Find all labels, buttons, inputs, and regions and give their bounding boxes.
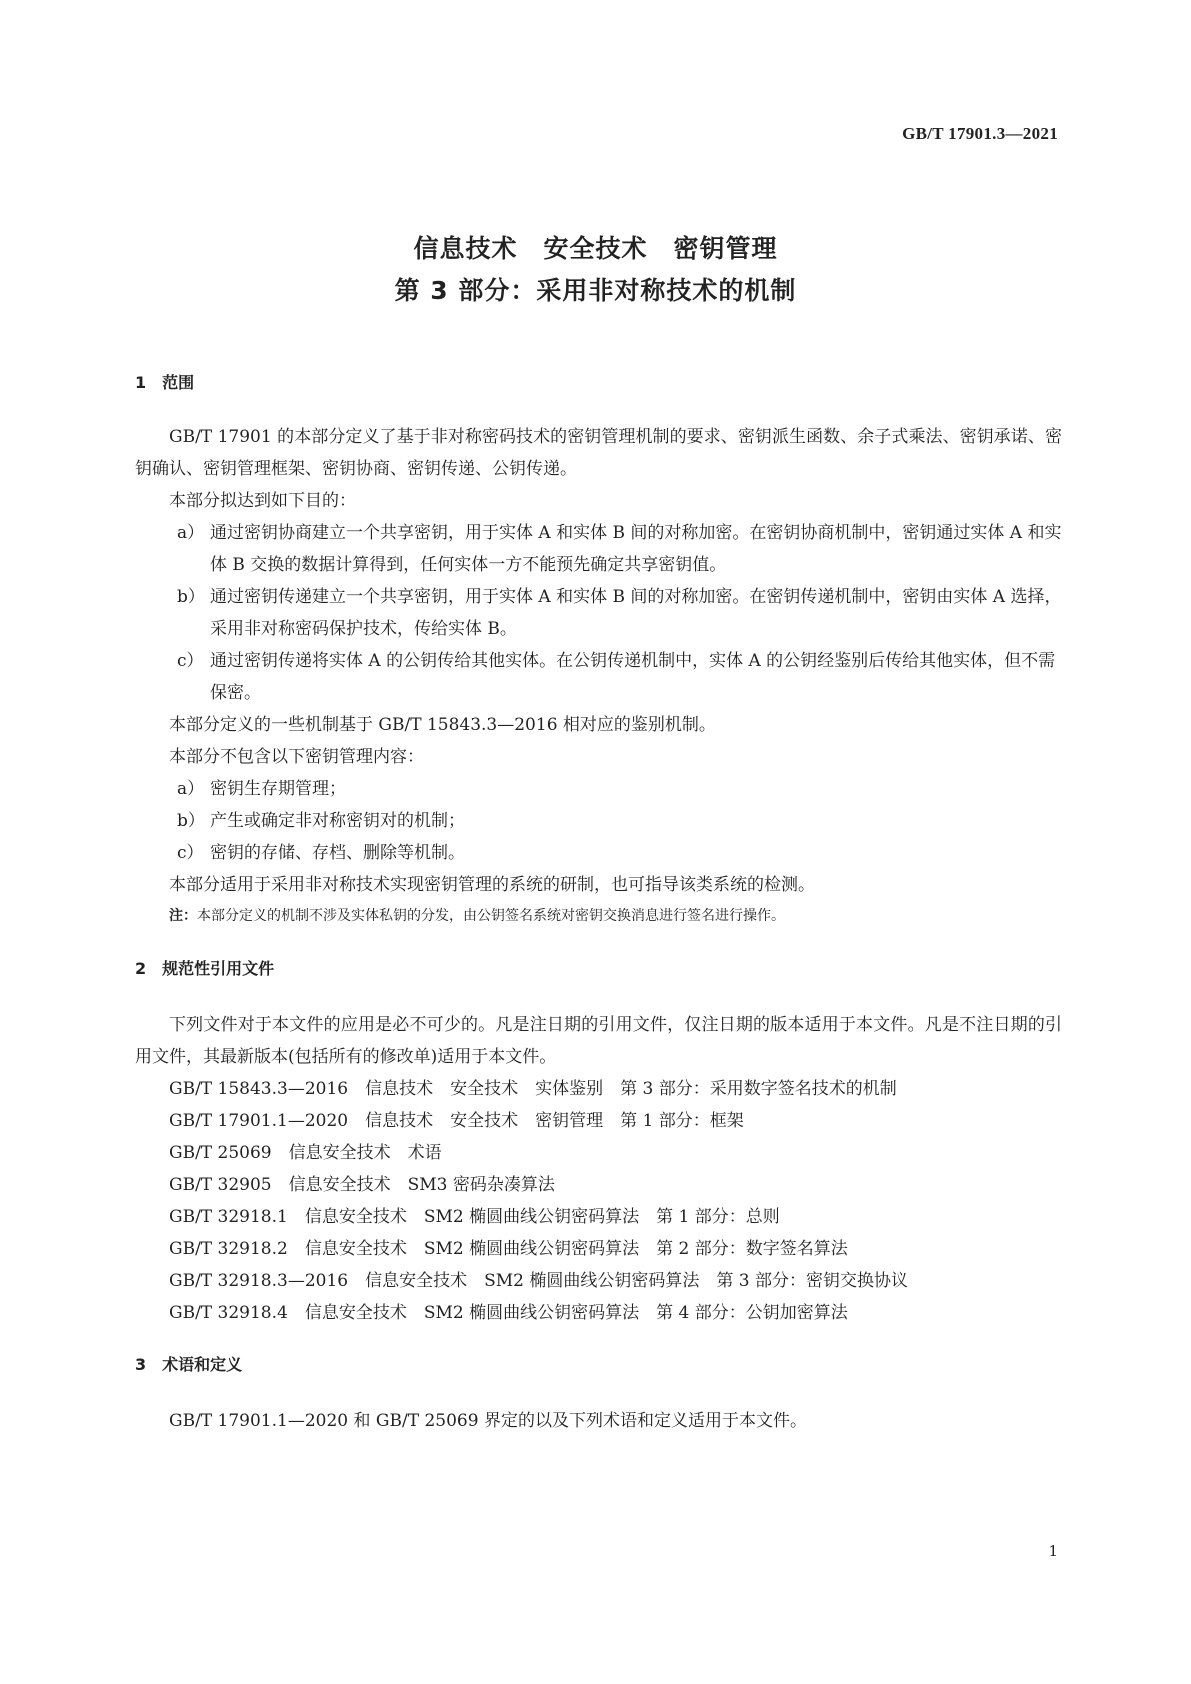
item-text: 密钥生存期管理； [210, 779, 346, 799]
section-3-heading: 3 术语和定义 [135, 1355, 243, 1374]
section-1-intro: GB/T 17901 的本部分定义了基于非对称密码技术的密钥管理机制的要求、密钥派生函数、余子式乘法、密钥承诺、密钥确认、密钥管理框架、密钥协商、密钥传递、公钥传递。 [135, 427, 1062, 479]
objective-item [135, 517, 1062, 581]
excludes-intro: 本部分不包含以下密钥管理内容： [169, 747, 424, 767]
reference-item: GB/T 32918.3—2016 信息安全技术 SM2 椭圆曲线公钥密码算法 第 3 部分：密钥交换协议 [169, 1271, 909, 1291]
exclude-item [135, 837, 1062, 869]
title-line-2: 第 3 部分：采用非对称技术的机制 [394, 276, 797, 305]
section-3-intro: GB/T 17901.1—2020 和 GB/T 25069 界定的以及下列术语和定义适用于本文件。 [169, 1411, 807, 1431]
item-text: 产生或确定非对称密钥对的机制； [210, 811, 465, 831]
based-on-statement: 本部分定义的一些机制基于 GB/T 15843.3—2016 相对应的鉴别机制。 [169, 715, 716, 735]
exclude-item [135, 805, 1062, 837]
objective-item [135, 581, 1062, 645]
section-2-intro: 下列文件对于本文件的应用是必不可少的。凡是注日期的引用文件，仅注日期的版本适用于本文件。凡是不注日期的引用文件，其最新版本(包括所有的修改单)适用于本文件。 [135, 1015, 1062, 1067]
note-label: 注： [169, 908, 197, 924]
item-label: a） [177, 523, 205, 543]
document-title [0, 228, 1191, 312]
document-body [135, 367, 1062, 1437]
item-label: a） [177, 779, 205, 799]
title-line-1: 信息技术 安全技术 密钥管理 [413, 234, 778, 263]
section-1-heading: 1 范围 [135, 373, 195, 392]
note [135, 901, 1062, 931]
section-2-heading: 2 规范性引用文件 [135, 959, 275, 978]
page-number: 1 [1048, 1542, 1058, 1560]
reference-item: GB/T 32918.2 信息安全技术 SM2 椭圆曲线公钥密码算法 第 2 部分：数字签名算法 [169, 1239, 848, 1259]
standard-number: GB/T 17901.3—2021 [902, 124, 1058, 143]
objectives-intro: 本部分拟达到如下目的： [169, 491, 356, 511]
item-label: c） [177, 651, 204, 671]
item-label: b） [177, 587, 205, 607]
exclude-item [135, 773, 1062, 805]
reference-item: GB/T 15843.3—2016 信息技术 安全技术 实体鉴别 第 3 部分：采用数字签名技术的机制 [169, 1079, 897, 1099]
item-text: 通过密钥协商建立一个共享密钥，用于实体 A 和实体 B 间的对称加密。在密钥协商机制中，密钥通过实体 A 和实体 B 交换的数据计算得到，任何实体一方不能预先确定共享密钥值。 [210, 523, 1062, 575]
reference-item: GB/T 17901.1—2020 信息技术 安全技术 密钥管理 第 1 部分：框架 [169, 1111, 744, 1131]
objective-item [135, 645, 1062, 709]
item-text: 密钥的存储、存档、删除等机制。 [210, 843, 465, 863]
reference-item: GB/T 32905 信息安全技术 SM3 密码杂凑算法 [169, 1175, 555, 1195]
reference-item: GB/T 32918.1 信息安全技术 SM2 椭圆曲线公钥密码算法 第 1 部分：总则 [169, 1207, 780, 1227]
applicability-statement: 本部分适用于采用非对称技术实现密钥管理的系统的研制，也可指导该类系统的检测。 [169, 875, 815, 895]
item-text: 通过密钥传递建立一个共享密钥，用于实体 A 和实体 B 间的对称加密。在密钥传递机制中，密钥由实体 A 选择，采用非对称密码保护技术，传给实体 B。 [210, 587, 1062, 639]
note-text: 本部分定义的机制不涉及实体私钥的分发，由公钥签名系统对密钥交换消息进行签名进行操作。 [197, 908, 785, 924]
reference-item: GB/T 32918.4 信息安全技术 SM2 椭圆曲线公钥密码算法 第 4 部分：公钥加密算法 [169, 1303, 848, 1323]
item-label: b） [177, 811, 205, 831]
item-label: c） [177, 843, 204, 863]
reference-item: GB/T 25069 信息安全技术 术语 [169, 1143, 442, 1163]
item-text: 通过密钥传递将实体 A 的公钥传给其他实体。在公钥传递机制中，实体 A 的公钥经鉴别后传给其他实体，但不需保密。 [210, 651, 1056, 703]
